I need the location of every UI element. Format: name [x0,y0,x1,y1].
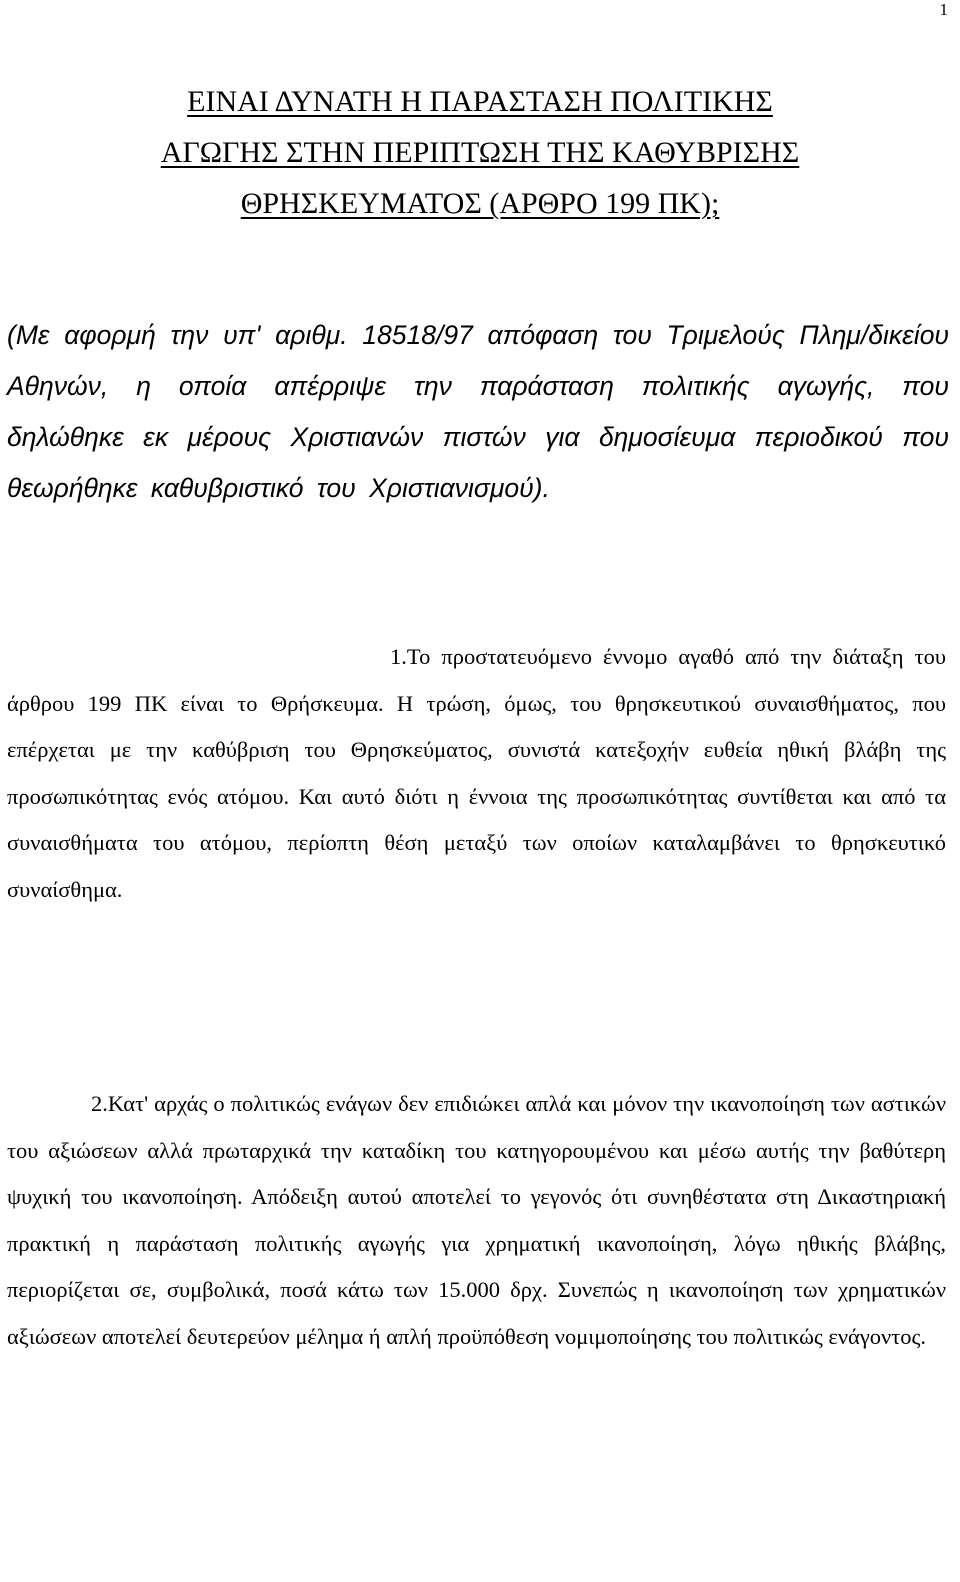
title-line-1: ΕΙΝΑΙ ΔΥΝΑΤΗ Η ΠΑΡΑΣΤΑΣΗ ΠΟΛΙΤΙΚΗΣ [187,85,773,118]
page-number: 1 [939,0,948,19]
title-line-2: ΑΓΩΓΗΣ ΣΤΗΝ ΠΕΡΙΠΤΩΣΗ ΤΗΣ ΚΑΘΥΒΡΙΣΗΣ [160,136,800,169]
document-title [0,76,960,229]
intro-note: (Με αφορμή την υπ' αριθμ. 18518/97 απόφαση του Τριμελούς Πλημ/δικείου Αθηνών, η οποία απέρριψε την παράσταση πολιτικής αγωγής, που δηλώθηκε εκ μέρους Χριστιανών πιστών για δημοσίευμα περιοδικού που θεωρήθηκε καθυβριστικό του Χριστιανισμού). [7,320,949,503]
title-line-3: ΘΡΗΣΚΕΥΜΑΤΟΣ (ΑΡΘΡΟ 199 ΠΚ); [240,187,720,220]
paragraph-2: 2.Κατ' αρχάς ο πολιτικώς ενάγων δεν επιδιώκει απλά και μόνον την ικανοποίηση των αστικών του αξιώσεων αλλά πρωταρχικά την καταδίκη του κατηγορουμένου και μέσω αυτής την βαθύτερη ψυχική του ικανοποίηση. Απόδειξη αυτού αποτελεί το γεγονός ότι συνηθέστατα στη Δικαστηριακή πρακτική η παράσταση πολιτικής αγωγής για χρηματική ικανοποίηση, λόγω ηθικής βλάβης, περιορίζεται σε, συμβολικά, ποσά κάτω των 15.000 δρχ. Συνεπώς η ικανοποίηση των χρηματικών αξιώσεων αποτελεί δευτερεύον μέλημα ή απλή προϋπόθεση νομιμοποίησης του πολιτικώς ενάγοντος. [7,1091,946,1349]
paragraph-1: 1.Το προστατευόμενο έννομο αγαθό από την διάταξη του άρθρου 199 ΠΚ είναι το Θρήσκευμα. Η τρώση, όμως, του θρησκευτικού συναισθήματος, που επέρχεται με την καθύβριση του Θρησκεύματος, συνιστά κατεξοχήν ευθεία ηθική βλάβη της προσωπικότητας ενός ατόμου. Και αυτό διότι η έννοια της προσωπικότητας συντίθεται και από τα συναισθήματα του ατόμου, περίοπτη θέση μεταξύ των οποίων καταλαμβάνει το θρησκευτικό συναίσθημα. [7,644,946,902]
